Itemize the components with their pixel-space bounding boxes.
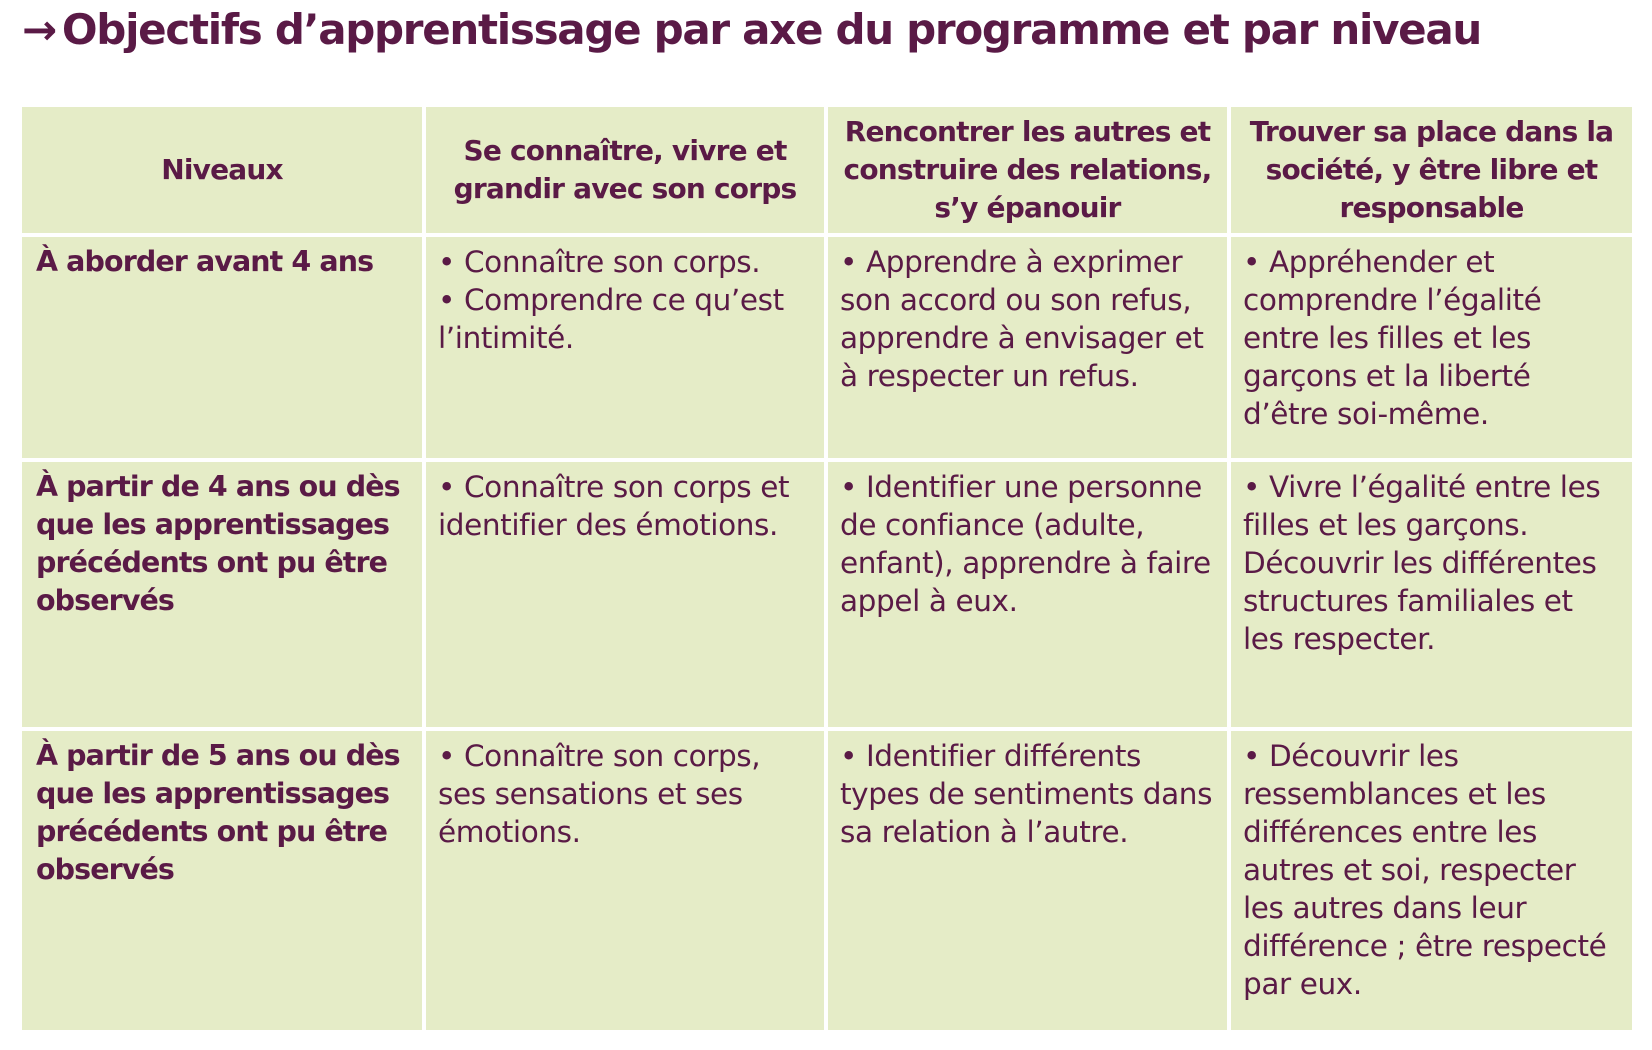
body-axis-cell xyxy=(424,235,826,460)
table-row xyxy=(22,460,1632,729)
relations-axis-cell: • Identifier une personne de confiance (adulte, enfant), apprendre à faire appel à eux. xyxy=(826,460,1229,729)
body-axis-cell: • Connaître son corps et identifier des émotions. xyxy=(424,460,826,729)
level-cell: À aborder avant 4 ans xyxy=(22,235,424,460)
body-axis-cell: • Connaître son corps, ses sensations et ses émotions. xyxy=(424,729,826,1030)
objectives-table xyxy=(22,107,1632,1030)
page-title-text: Objectifs d’apprentissage par axe du programme et par niveau xyxy=(61,5,1481,54)
page-title xyxy=(22,2,1481,58)
society-axis-cell: • Appréhender et comprendre l’égalité entre les filles et les garçons et la liberté d’être soi-même. xyxy=(1229,235,1632,460)
relations-axis-cell: • Apprendre à exprimer son accord ou son refus, apprendre à envisager et à respecter un refus. xyxy=(826,235,1229,460)
relations-axis-cell: • Identifier différents types de sentiments dans sa relation à l’autre. xyxy=(826,729,1229,1030)
level-cell: À partir de 5 ans ou dès que les apprentissages précédents ont pu être observés xyxy=(22,729,424,1030)
table-row xyxy=(22,235,1632,460)
header-axis-body: Se connaître, vivre et grandir avec son corps xyxy=(424,107,826,235)
table-row xyxy=(22,729,1632,1030)
header-axis-society: Trouver sa place dans la société, y être libre et responsable xyxy=(1229,107,1632,235)
objective-item: • Connaître son corps. xyxy=(438,245,761,279)
header-levels: Niveaux xyxy=(22,107,424,235)
objective-item: • Comprendre ce qu’est l’intimité. xyxy=(438,283,784,355)
society-axis-cell: • Découvrir les ressemblances et les différences entre les autres et soi, respecter les autres dans leur différence ; être respecté par eux. xyxy=(1229,729,1632,1030)
level-cell: À partir de 4 ans ou dès que les apprentissages précédents ont pu être observés xyxy=(22,460,424,729)
table-header-row xyxy=(22,107,1632,235)
society-axis-cell: • Vivre l’égalité entre les filles et les garçons. Découvrir les différentes structures familiales et les respecter. xyxy=(1229,460,1632,729)
header-axis-relations: Rencontrer les autres et construire des relations, s’y épanouir xyxy=(826,107,1229,235)
arrow-right-icon: → xyxy=(22,5,56,54)
